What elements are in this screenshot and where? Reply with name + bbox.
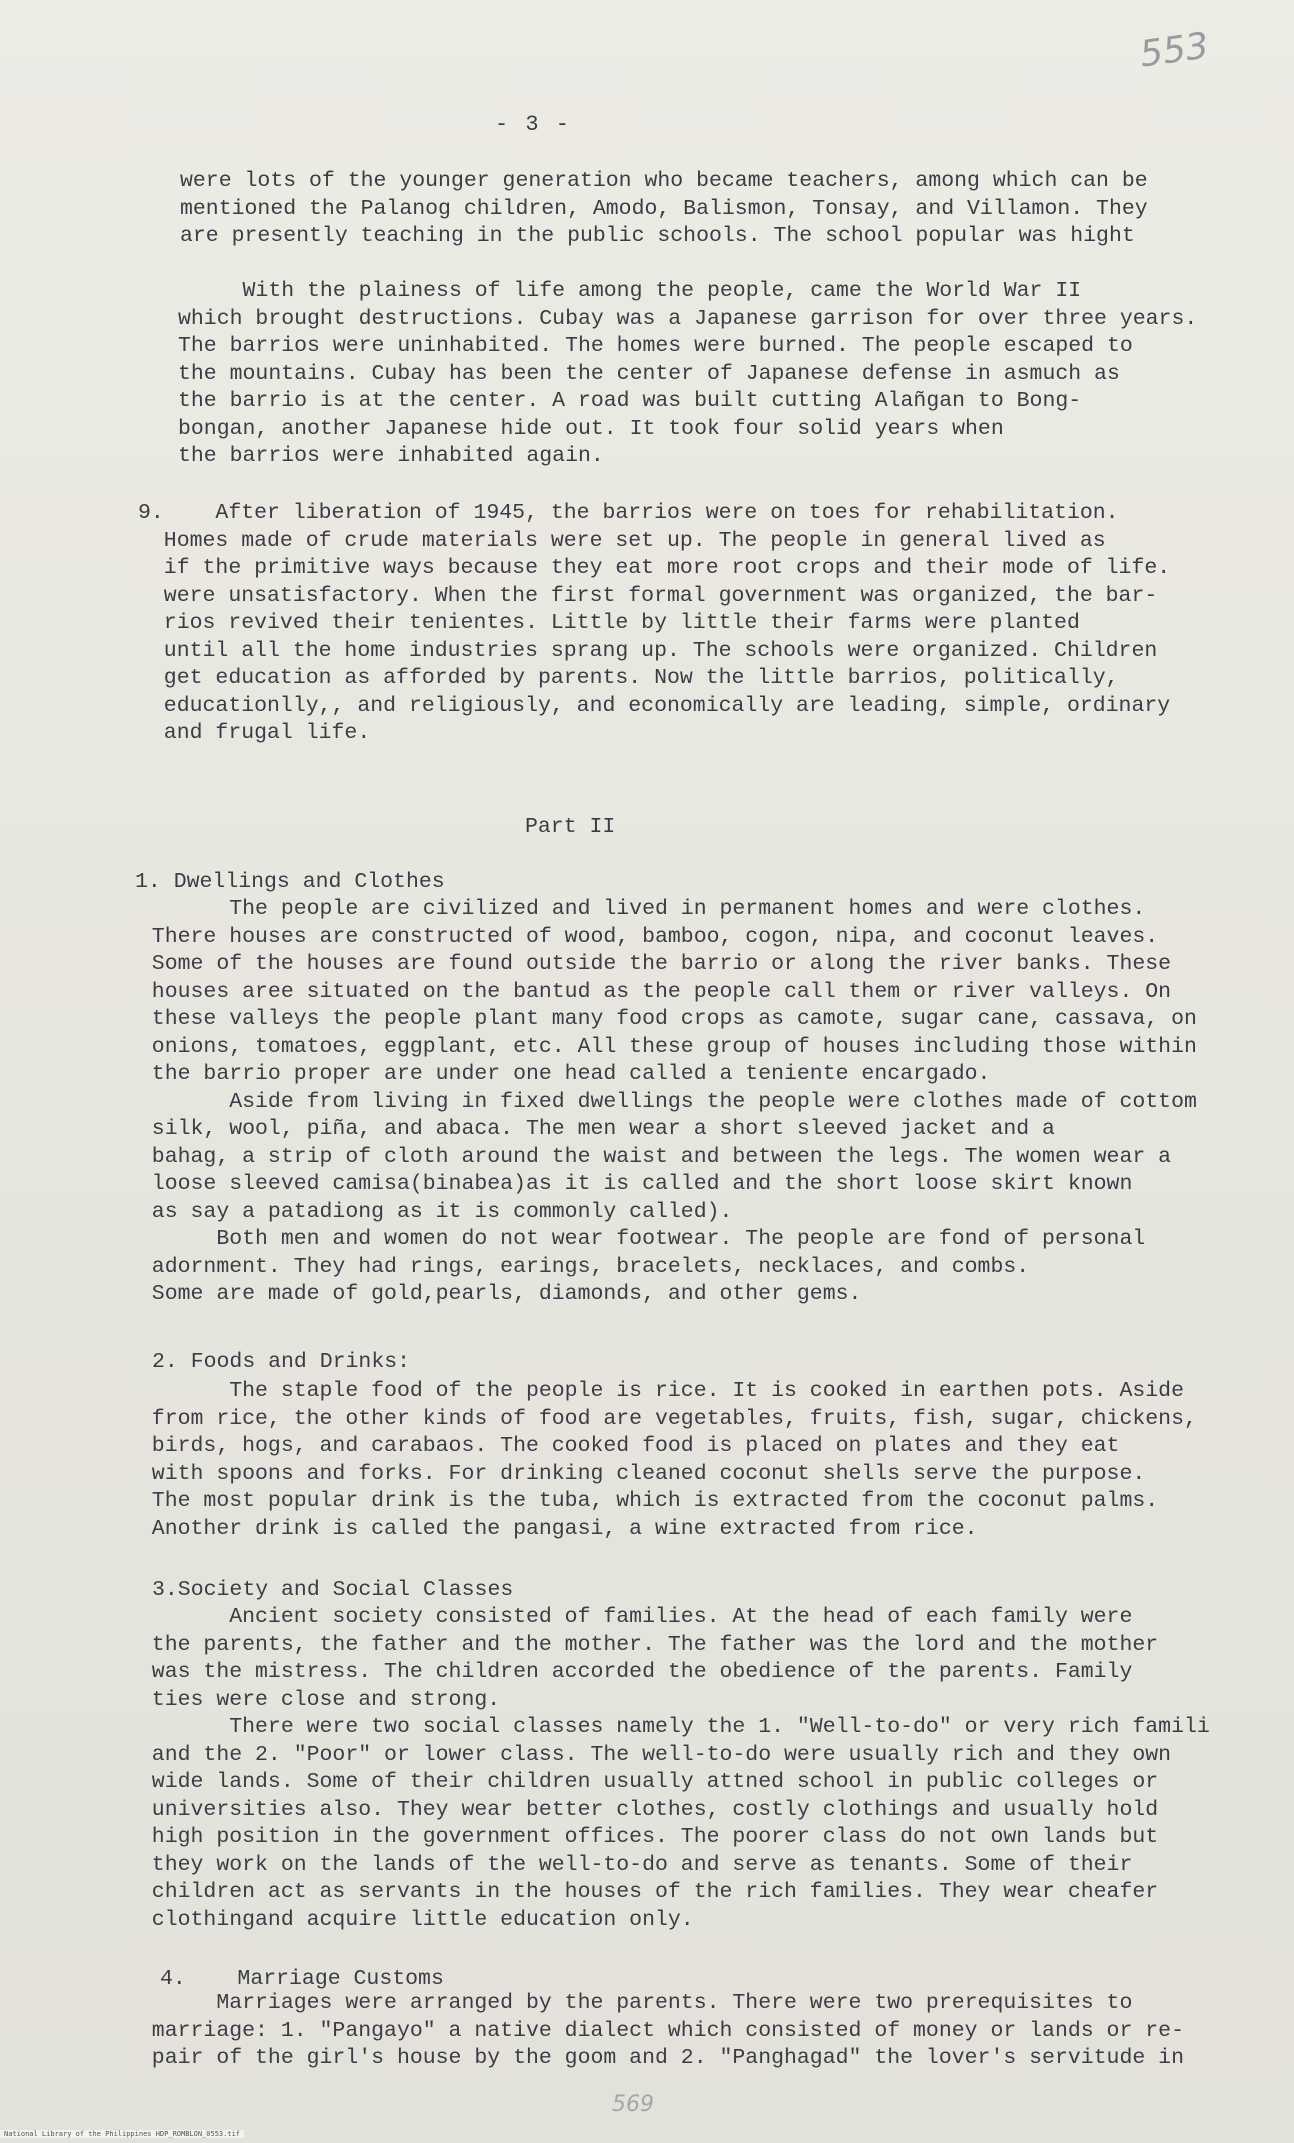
text-line: Some are made of gold,pearls, diamonds, and other gems. [126, 1282, 862, 1306]
footer-number: 569 [612, 2092, 654, 2117]
text-line: was the mistress. The children accorded the obedience of the parents. Family [126, 1660, 1133, 1684]
text-line: the barrios were inhabited again. [178, 444, 604, 468]
text-line: Homes made of crude materials were set up. The people in general lived as [138, 528, 1106, 553]
text-line: the parents, the father and the mother. The father was the lord and the mother [126, 1632, 1159, 1657]
marriage-paragraph [126, 1990, 1184, 2073]
text-line: wide lands. Some of their children usually attned school in public colleges or [126, 1770, 1159, 1794]
text-line: Some of the houses are found outside the barrio or along the river banks. These [126, 952, 1172, 976]
archive-credit: National Library of the Philippines HDP_ROMBLON_0553.tif [0, 2130, 244, 2138]
text-line: children act as servants in the houses of the rich families. They wear cheafer [126, 1880, 1159, 1904]
handwritten-page-number: 553 [1137, 25, 1212, 76]
foods-paragraph [126, 1378, 1197, 1543]
text-line: universities also. They wear better clothes, costly clothings and usually hold [126, 1797, 1159, 1822]
text-line: if the primitive ways because they eat more root crops and their mode of life. [138, 556, 1171, 580]
text-line: are presently teaching in the public schools. The school popular was hight [180, 224, 1135, 248]
marriage-heading: 4. Marriage Customs [160, 1967, 444, 1991]
text-line: The barrios were uninhabited. The homes were burned. The people escaped to [178, 334, 1133, 358]
text-line: pair of the girl's house by the goom and 2. "Panghagad" the lover's servitude in [126, 2046, 1184, 2070]
text-line: as say a patadiong as it is commonly called). [126, 1199, 733, 1224]
text-line: ties were close and strong. [126, 1687, 501, 1712]
text-line: get education as afforded by parents. Now the little barrios, politically, [138, 666, 1119, 690]
text-line: There were two social classes namely the 1. "Well-to-do" or very rich famili [126, 1715, 1210, 1739]
dwellings-heading: 1. Dwellings and Clothes [135, 870, 445, 894]
section-9-paragraph [138, 500, 1170, 748]
page-number: - 3 - [495, 112, 572, 137]
text-line: and the 2. "Poor" or lower class. The well-to-do were usually rich and they own [126, 1742, 1172, 1767]
text-line: mentioned the Palanog children, Amodo, Balismon, Tonsay, and Villamon. They [180, 196, 1148, 221]
text-line: high position in the government offices. The poorer class do not own lands but [126, 1825, 1159, 1849]
text-line: bahag, a strip of cloth around the waist and between the legs. The women wear a [126, 1144, 1172, 1169]
text-line: adornment. They had rings, earings, bracelets, necklaces, and combs. [126, 1254, 1030, 1279]
text-line: With the plainess of life among the people, came the World War II [178, 279, 1082, 303]
text-line: Another drink is called the pangasi, a wine extracted from rice. [126, 1516, 978, 1541]
text-line: onions, tomatoes, eggplant, etc. All these group of houses including those within [126, 1034, 1197, 1059]
text-line: loose sleeved camisa(binabea)as it is called and the short loose skirt known [126, 1172, 1133, 1196]
text-line: silk, wool, piña, and abaca. The men wear a short sleeved jacket and a [126, 1117, 1055, 1141]
text-line: educationlly,, and religiously, and economically are leading, simple, ordinary [138, 693, 1171, 718]
text-line: they work on the lands of the well-to-do and serve as tenants. Some of their [126, 1852, 1133, 1877]
text-line: these valleys the people plant many food crops as camote, sugar cane, cassava, on [126, 1007, 1197, 1031]
text-line: bongan, another Japanese hide out. It took four solid years when [178, 416, 1004, 441]
text-line: and frugal life. [138, 721, 371, 745]
text-line: Ancient society consisted of families. At the head of each family were [126, 1605, 1133, 1629]
history-continuation [180, 168, 1148, 251]
foods-heading: 2. Foods and Drinks: [152, 1350, 411, 1374]
dwellings-paragraph [126, 896, 1197, 1309]
part-title: Part II [525, 815, 616, 839]
text-line: marriage: 1. "Pangayo" a native dialect which consisted of money or lands or re- [126, 2018, 1184, 2043]
text-line: Both men and women do not wear footwear. The people are fond of personal [126, 1227, 1146, 1251]
text-line: which brought destructions. Cubay was a Japanese garrison for over three years. [178, 306, 1198, 331]
society-paragraph [126, 1604, 1210, 1934]
text-line: from rice, the other kinds of food are vegetables, fruits, fish, sugar, chickens, [126, 1406, 1197, 1431]
war-paragraph [178, 278, 1197, 471]
text-line: The most popular drink is the tuba, which is extracted from the coconut palms. [126, 1489, 1159, 1513]
text-line: houses aree situated on the bantud as the people call them or river valleys. On [126, 979, 1172, 1004]
text-line: the barrio is at the center. A road was built cutting Alañgan to Bong- [178, 389, 1082, 413]
text-line: rios revived their tenientes. Little by little their farms were planted [138, 611, 1080, 635]
text-line: The staple food of the people is rice. It is cooked in earthen pots. Aside [126, 1379, 1184, 1403]
text-line: until all the home industries sprang up. The schools were organized. Children [138, 638, 1158, 663]
text-line: 9. After liberation of 1945, the barrios were on toes for rehabilitation. [138, 501, 1119, 525]
text-line: The people are civilized and lived in permanent homes and were clothes. [126, 897, 1146, 921]
text-line: the barrio proper are under one head called a teniente encargado. [126, 1062, 991, 1086]
text-line: birds, hogs, and carabaos. The cooked food is placed on plates and they eat [126, 1434, 1120, 1458]
society-heading: 3.Society and Social Classes [152, 1578, 514, 1602]
text-line: Marriages were arranged by the parents. There were two prerequisites to [126, 1991, 1133, 2015]
text-line: were unsatisfactory. When the first formal government was organized, the bar- [138, 583, 1158, 608]
text-line: There houses are constructed of wood, bamboo, cogon, nipa, and coconut leaves. [126, 924, 1159, 949]
text-line: were lots of the younger generation who became teachers, among which can be [180, 169, 1148, 193]
text-line: clothingand acquire little education only. [126, 1907, 694, 1932]
text-line: with spoons and forks. For drinking cleaned coconut shells serve the purpose. [126, 1461, 1146, 1486]
text-line: Aside from living in fixed dwellings the people were clothes made of cottom [126, 1089, 1197, 1114]
text-line: the mountains. Cubay has been the center of Japanese defense in asmuch as [178, 361, 1120, 386]
